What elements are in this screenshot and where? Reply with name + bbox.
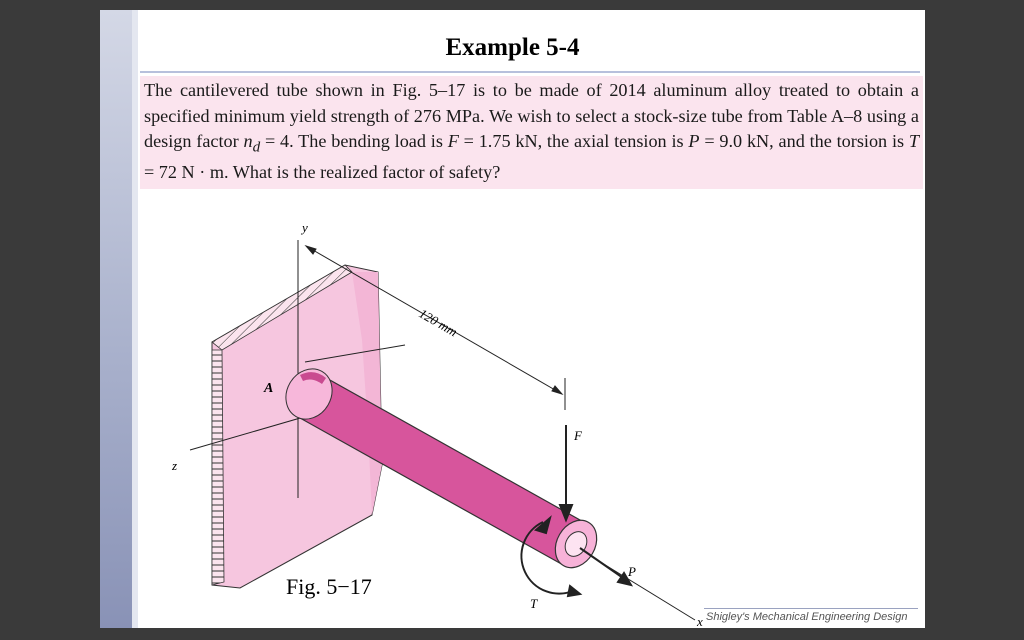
- dimension-label: 120 mm: [416, 305, 460, 340]
- axis-z-label: z: [172, 458, 178, 473]
- problem-statement: The cantilevered tube shown in Fig. 5–17 is to be made of 2014 aluminum alloy treated to obtain a specified minimum yield strength of 276 MPa. We wish to select a stock-size tube from Table A–8 using a design factor $n_d = 4$. The bending load is F = 1.75 kN, the axial tension is P = 9.0 kN, and the torsion is T = 72 N · m. What is the realized factor of safety?: [140, 76, 923, 189]
- figure-5-17: [100, 10, 925, 628]
- load-P-label: P: [628, 564, 636, 579]
- figure-caption: Fig. 5−17: [286, 574, 372, 599]
- axis-x-label: x: [697, 614, 703, 628]
- load-P-arrow: [580, 548, 631, 585]
- torque-T-label: T: [530, 596, 538, 611]
- slide-title: Example 5-4: [445, 34, 580, 61]
- source-credit: Shigley's Mechanical Engineering Design: [706, 611, 908, 623]
- axis-y-label: y: [302, 220, 308, 235]
- credit-divider: [704, 608, 918, 609]
- load-F-arrow: [560, 425, 572, 520]
- slide: [100, 10, 925, 628]
- point-A-label: A: [264, 381, 274, 396]
- load-F-label: F: [574, 428, 582, 443]
